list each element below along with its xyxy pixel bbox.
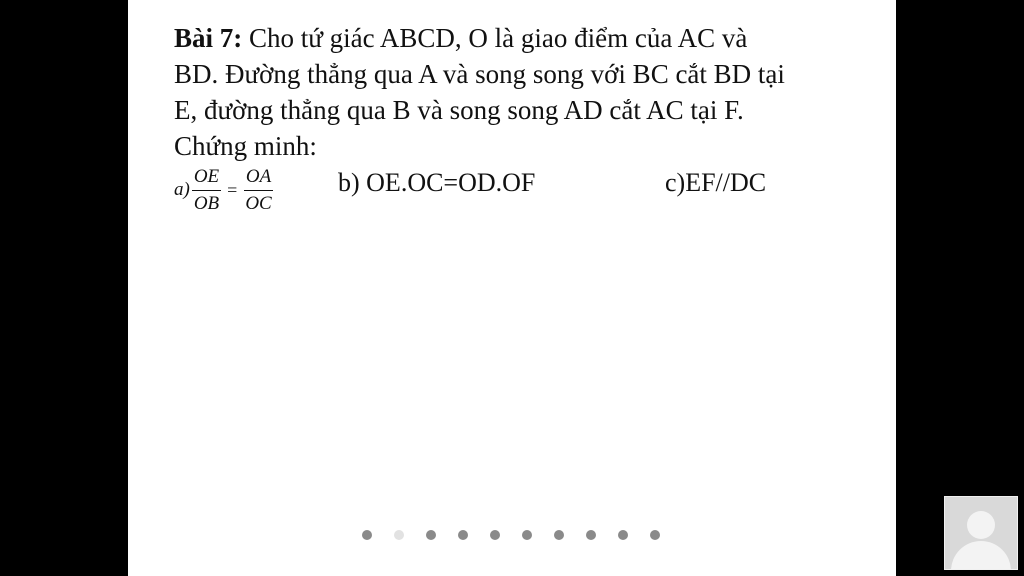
proof-parts	[174, 160, 874, 220]
avatar-body-shape	[951, 541, 1011, 570]
fraction-denominator: OC	[245, 192, 272, 214]
slide	[128, 0, 896, 576]
pagination-dot[interactable]	[394, 530, 404, 540]
problem-label: Bài 7:	[174, 23, 243, 53]
problem-line-4: Chứng minh:	[174, 131, 317, 161]
part-a-prefix: a)	[174, 179, 190, 200]
problem-line-3: E, đường thẳng qua B và song song AD cắt AC tại F.	[174, 95, 744, 125]
equals-sign: =	[227, 179, 238, 200]
part-c: c)EF//DC	[665, 168, 767, 197]
pagination-dot[interactable]	[554, 530, 564, 540]
part-a-formula	[174, 160, 276, 220]
user-avatar-icon[interactable]	[944, 496, 1018, 570]
pagination-dot[interactable]	[586, 530, 596, 540]
part-b: b) OE.OC=OD.OF	[338, 168, 536, 197]
problem-statement	[174, 20, 874, 164]
pagination-dot[interactable]	[458, 530, 468, 540]
pagination-dot[interactable]	[490, 530, 500, 540]
pagination-dot[interactable]	[650, 530, 660, 540]
fraction-oa-oc	[243, 166, 273, 215]
fraction-oe-ob	[192, 166, 221, 215]
fraction-numerator: OA	[244, 166, 273, 191]
avatar-head-shape	[967, 511, 995, 539]
fraction-numerator: OE	[192, 166, 221, 191]
problem-line-2: BD. Đường thẳng qua A và song song với BC cắt BD tại	[174, 59, 785, 89]
pagination-dot[interactable]	[522, 530, 532, 540]
pagination-dot[interactable]	[426, 530, 436, 540]
pagination-dot[interactable]	[362, 530, 372, 540]
pagination-dot[interactable]	[618, 530, 628, 540]
fraction-denominator: OB	[193, 192, 220, 214]
slide-pagination	[362, 530, 672, 542]
problem-text-1: Cho tứ giác ABCD, O là giao điểm của AC và	[242, 23, 748, 53]
problem-line-1	[174, 20, 874, 56]
